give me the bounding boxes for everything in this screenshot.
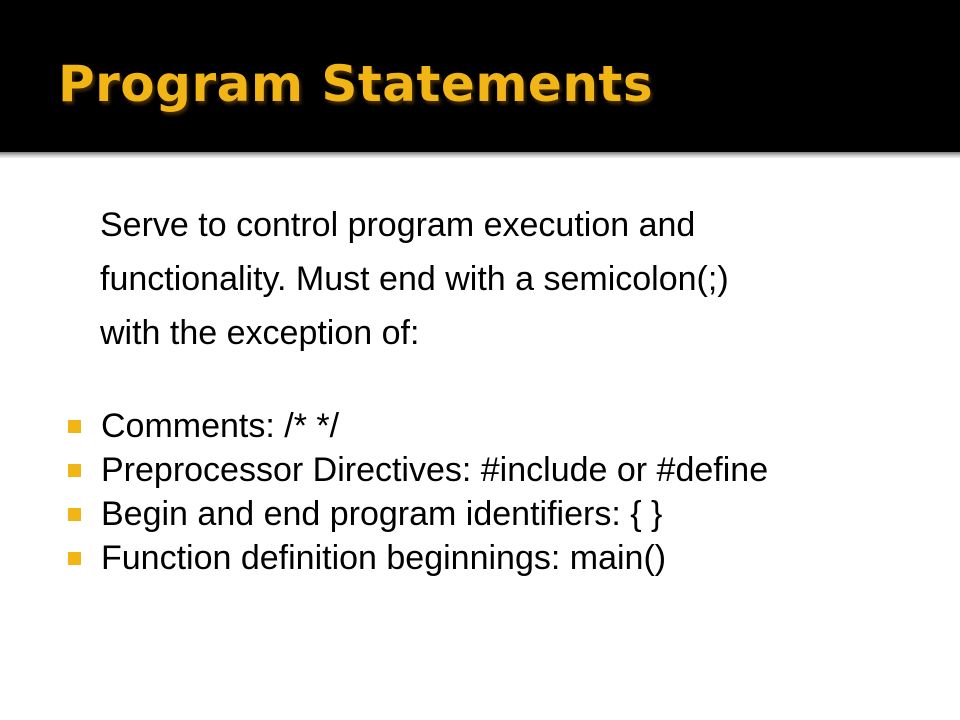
bullet-text: Begin and end program identifiers: { } (101, 495, 663, 533)
bullet-text: Function definition beginnings: main() (101, 539, 667, 577)
bullet-item (0, 448, 960, 492)
intro-line: functionality. Must end with a semicolon(;) (100, 260, 729, 298)
bullet-text: Comments: /* */ (101, 407, 340, 445)
square-bullet-icon (68, 464, 81, 477)
slide-title: Program Statements (58, 55, 654, 113)
intro-paragraph (100, 198, 900, 360)
square-bullet-icon (68, 552, 81, 565)
bullet-item (0, 404, 960, 448)
intro-line: with the exception of: (100, 314, 420, 352)
bullet-text: Preprocessor Directives: #include or #define (101, 451, 769, 489)
bullet-item (0, 536, 960, 580)
bullet-list (0, 404, 960, 580)
bullet-item (0, 492, 960, 536)
title-divider (0, 152, 960, 158)
square-bullet-icon (68, 420, 81, 433)
intro-line: Serve to control program execution and (100, 206, 696, 244)
square-bullet-icon (68, 508, 81, 521)
title-band (0, 0, 960, 152)
